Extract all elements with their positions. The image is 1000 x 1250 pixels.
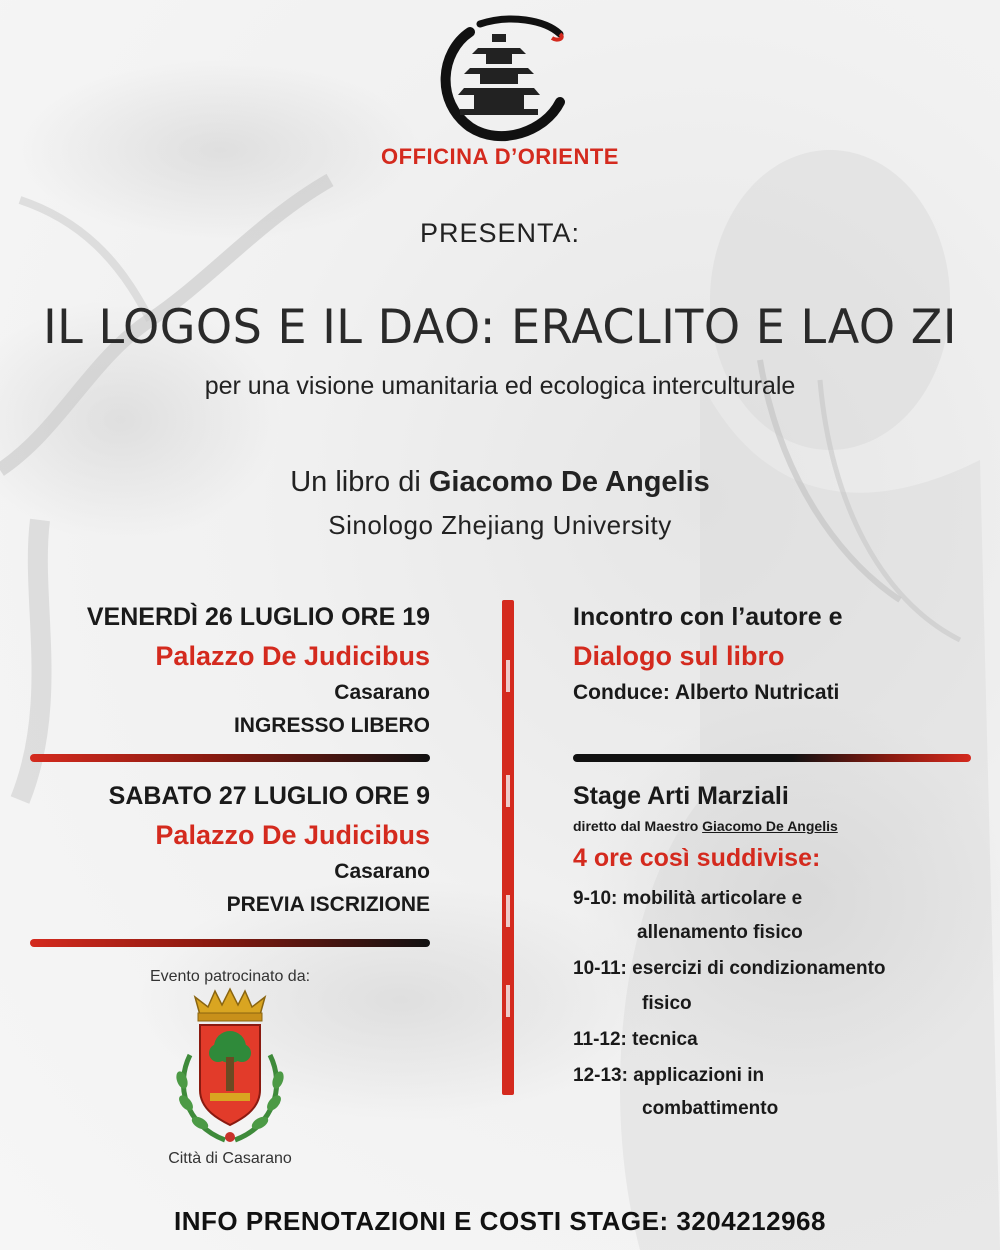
event2-venue: Palazzo De Judicibus <box>155 820 430 850</box>
author-name: Giacomo De Angelis <box>428 466 710 498</box>
schedule-item-3-line1: 11-12: tecnica <box>573 1029 698 1050</box>
event1-title-line1: Incontro con l’autore e <box>573 603 843 631</box>
event1-right-divider <box>573 754 971 762</box>
sponsor-label: Evento patrocinato da: <box>149 968 311 985</box>
event1-venue: Palazzo De Judicibus <box>155 641 430 671</box>
vertical-divider <box>502 600 514 1095</box>
organizer-name: OFFICINA D’ORIENTE <box>381 144 619 169</box>
event2-split-heading: 4 ore così suddivise: <box>573 844 821 872</box>
schedule-item-2-line1: 10-11: esercizi di condizionamento <box>573 958 886 979</box>
event2-divider <box>30 939 430 947</box>
sponsor-name: Città di Casarano <box>168 1150 292 1167</box>
event1-city: Casarano <box>334 681 430 704</box>
schedule-item-2-line2: fisico <box>642 993 692 1014</box>
event1-host: Conduce: Alberto Nutricati <box>573 681 840 704</box>
byline-prefix: Un libro di <box>290 466 429 498</box>
schedule-item-4-line1: 12-13: applicazioni in <box>573 1065 765 1086</box>
event1-title-line2: Dialogo sul libro <box>573 641 785 671</box>
pagoda-logo-icon <box>430 12 570 142</box>
event1-date: VENERDÌ 26 LUGLIO ORE 19 <box>86 603 430 631</box>
schedule-item-4-line2: combattimento <box>642 1098 779 1119</box>
schedule-item-1-line1: 9-10: mobilità articolare e <box>573 888 803 909</box>
event2-date: SABATO 27 LUGLIO ORE 9 <box>108 782 430 810</box>
book-subtitle: per una visione umanitaria ed ecologica interculturale <box>204 372 796 400</box>
directed-name: Giacomo De Angelis <box>702 818 838 834</box>
event2-title: Stage Arti Marziali <box>573 782 789 810</box>
event1-access: INGRESSO LIBERO <box>233 714 430 737</box>
book-title: IL LOGOS E IL DAO: ERACLITO E LAO ZI <box>43 300 957 355</box>
event2-city: Casarano <box>334 860 430 883</box>
presents-label: PRESENTA: <box>419 218 581 248</box>
author-role: Sinologo Zhejiang University <box>328 510 672 540</box>
coat-of-arms-icon <box>170 985 290 1150</box>
directed-prefix: diretto dal Maestro <box>573 818 703 834</box>
booking-info: INFO PRENOTAZIONI E COSTI STAGE: 3204212968 <box>174 1206 826 1236</box>
book-byline <box>0 466 1000 499</box>
schedule-item-1-line2: allenamento fisico <box>637 922 803 943</box>
event2-access: PREVIA ISCRIZIONE <box>226 893 430 916</box>
event2-directed-by <box>573 818 838 834</box>
event1-divider <box>30 754 430 762</box>
